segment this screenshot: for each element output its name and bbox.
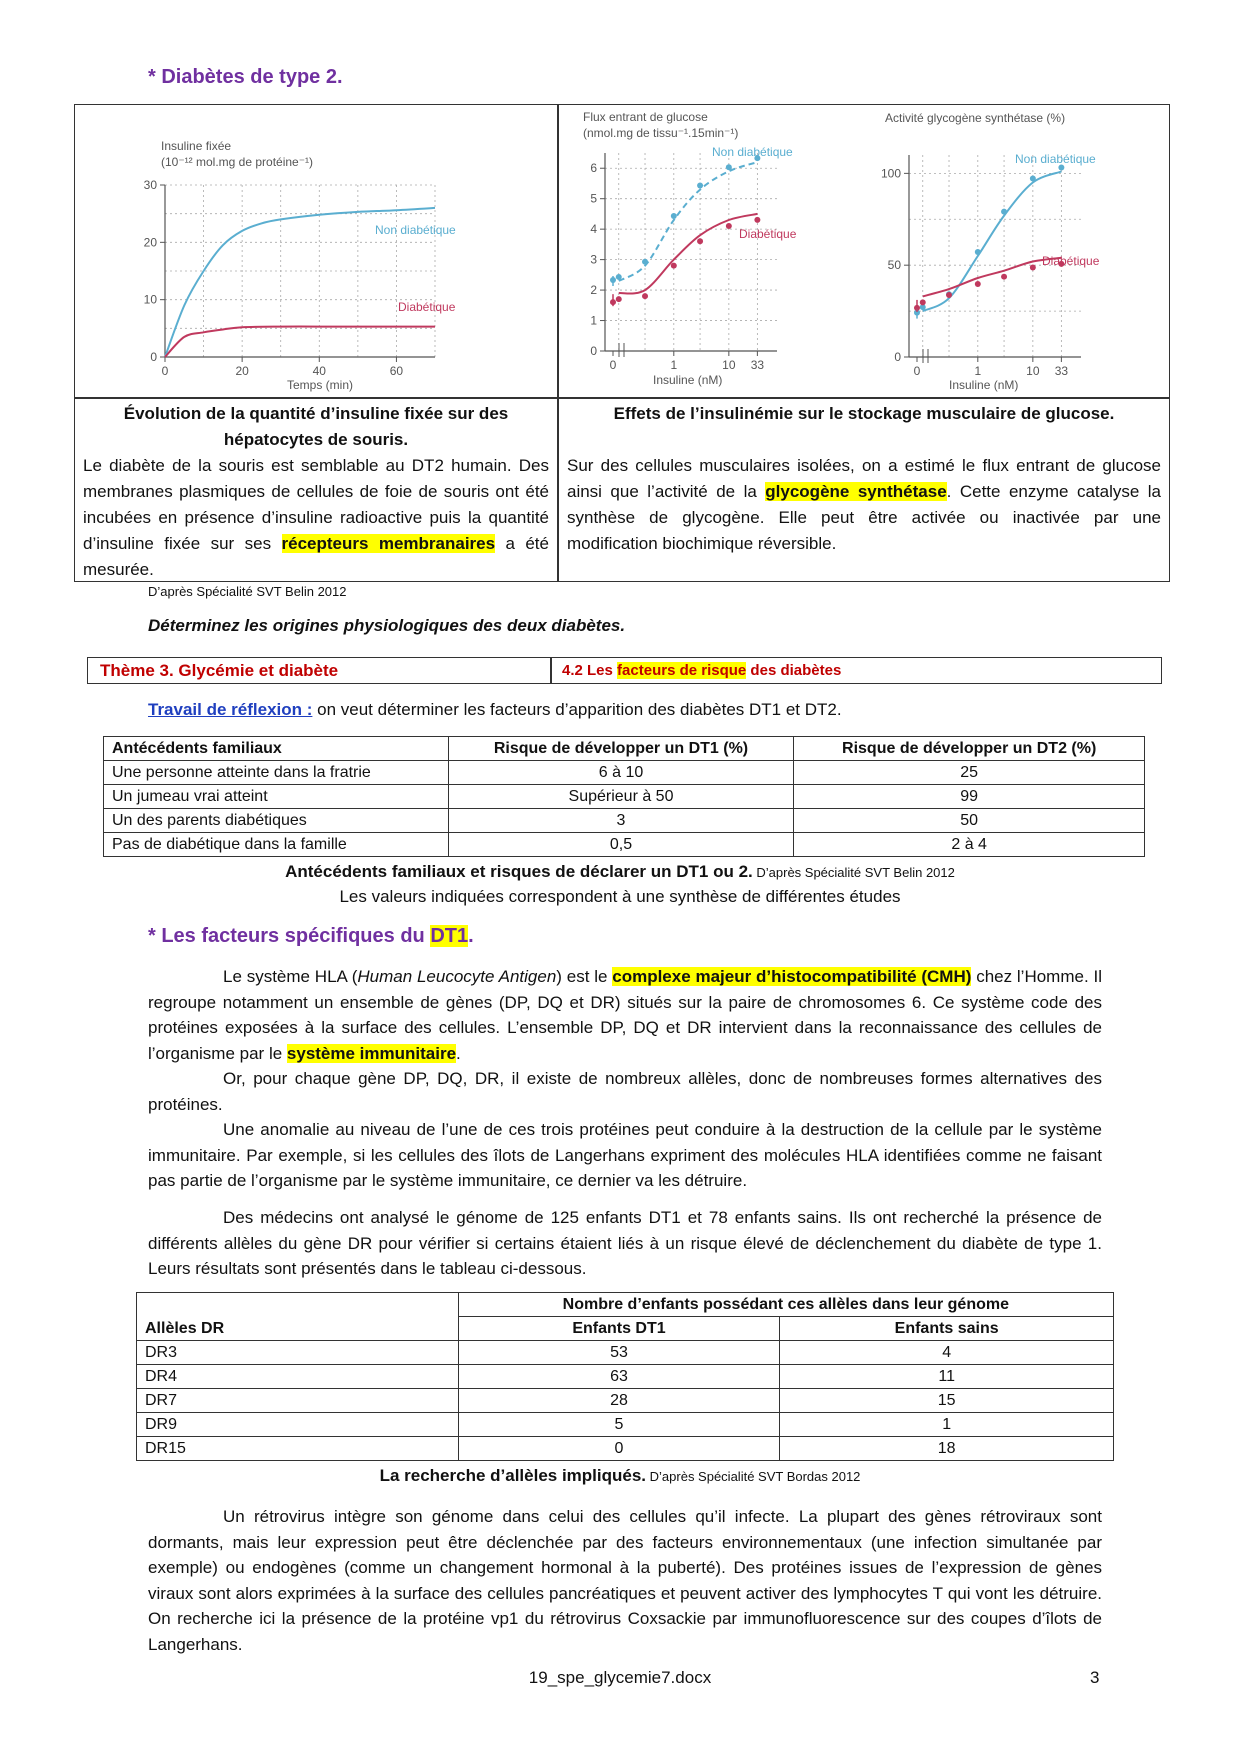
para1-text-4: . — [456, 1043, 461, 1063]
chart-flux-glucose-ytick-label: 2 — [590, 283, 597, 298]
chart2-xlabel: Insuline (nM) — [653, 373, 723, 387]
table1-header-1: Risque de développer un DT1 (%) — [448, 737, 794, 761]
chart1-xtick-label: 0 — [161, 364, 169, 378]
table-cell: DR3 — [137, 1341, 459, 1365]
theme-title: Thème 3. Glycémie et diabète — [100, 661, 339, 680]
caption-left — [83, 401, 549, 583]
table-cell: 63 — [458, 1365, 780, 1389]
chart-flux-glucose-point-non — [726, 164, 732, 170]
chart3-legend-non: Non diabétique — [1015, 152, 1096, 166]
paragraph-hla — [148, 964, 1102, 1066]
paragraph-medecins: Des médecins ont analysé le génome de 125 enfants DT1 et 78 enfants sains. Ils ont recherché la présence de différents allèles du gène DR pour vérifier si certains étaient liés à un risque élevé de déclenchement du diabète de type 1. Leurs résultats sont présentés dans le tableau ci-dessous. — [148, 1208, 1102, 1278]
table1-header-0: Antécédents familiaux — [104, 737, 449, 761]
theme-subtitle-1: 4.2 Les — [562, 662, 618, 679]
chart1-legend-non: Non diabétique — [375, 223, 456, 237]
chart3-series-diabetique — [923, 258, 1062, 297]
chart-flux-glucose-xtick-label: 10 — [722, 358, 736, 372]
table1-header-2: Risque de développer un DT2 (%) — [794, 737, 1145, 761]
chart-glycogene-synthetase-point-non — [975, 249, 981, 255]
paragraph-retrovirus: Un rétrovirus intègre son génome dans celui des cellules qu’il infecte. La plupart des gènes rétroviraux sont dormants, mais leur expression peut être déclenchée par des facteurs environnementaux (une infection simultanée par exemple) ou endogènes (comme un changement hormonal à la puberté). Des protéines issues de l’expression de gènes viraux sont alors exprimées à la surface des cellules pancréatiques et peuvent activer des lymphocytes T qui vont les détruire. On recherche ici la présence de la protéine vp1 du rétrovirus Coxsackie par immunofluorescence sur des coupes d’îlots de Langerhans. — [148, 1507, 1102, 1654]
chart-flux-glucose-xtick-label: 33 — [750, 358, 765, 372]
chart-glycogene-synthetase-xtick-label: 10 — [1026, 364, 1040, 378]
chart-glycogene-synthetase-ytick-label: 100 — [880, 166, 901, 181]
table2-caption — [0, 1466, 1240, 1486]
table-cell: 11 — [780, 1365, 1114, 1389]
theme-box — [87, 657, 1162, 684]
para1-text-2: ) est le — [556, 967, 613, 986]
para1-text-3: chez l’Homme. Il regroupe notamment un ensemble de gènes (DP, DQ et DR) situés sur la paire de chromosomes 6. Ce système code des protéines exposées à la surface des cellules. L’ensemble DP, DQ et DR intervient dans la reconnaissance des cellules de l’organisme par le — [148, 967, 1102, 1063]
chart-glycogene-synthetase-point-dia — [920, 299, 926, 305]
table2-empty-header — [137, 1293, 459, 1317]
table-cell: DR4 — [137, 1365, 459, 1389]
table-row — [104, 833, 1145, 857]
chart3-xlabel: Insuline (nM) — [949, 378, 1019, 392]
chart1-ytick-label: 30 — [143, 178, 157, 192]
chart-flux-glucose-point-non — [697, 183, 703, 189]
chart2-legend-dia: Diabétique — [739, 227, 797, 241]
chart-flux-glucose-point-dia — [616, 296, 622, 302]
table-cell: 50 — [794, 809, 1145, 833]
chart2-ylabel-2: (nmol.mg de tissu⁻¹.15min⁻¹) — [583, 126, 739, 140]
footer-page-number: 3 — [1090, 1668, 1100, 1687]
caption-left-title: Évolution de la quantité d’insuline fixée sur des hépatocytes de souris. — [123, 404, 509, 449]
chart-insuline-fixee — [75, 105, 557, 397]
table-cell: 6 à 10 — [448, 761, 794, 785]
travail-text: on veut déterminer les facteurs d’apparition des diabètes DT1 et DT2. — [312, 700, 842, 719]
chart-glycogene-synthetase — [859, 105, 1167, 397]
table2-caption-source: D’après Spécialité SVT Bordas 2012 — [646, 1469, 861, 1484]
table2-caption-bold: La recherche d’allèles impliqués. — [379, 1466, 647, 1485]
table1-caption — [0, 862, 1240, 882]
chart2-series-non-diabetique — [619, 162, 758, 281]
table2-header-2: Enfants sains — [780, 1317, 1114, 1341]
travail-link[interactable]: Travail de réflexion : — [148, 700, 313, 719]
chart1-ylabel-1: Insuline fixée — [161, 139, 232, 153]
caption-right-text-1: Sur des cellules musculaires isolées, on a estimé le flux entrant de glucose ainsi que l’activité de la — [567, 456, 1161, 501]
figure-box — [74, 104, 1170, 582]
chart1-xtick-label: 20 — [235, 364, 249, 378]
section-title-dt1 — [148, 925, 474, 948]
table-cell: 28 — [458, 1389, 780, 1413]
table-antecedents — [103, 736, 1145, 857]
table-row — [104, 761, 1145, 785]
chart2-grid — [605, 153, 777, 357]
caption-left-text — [83, 453, 549, 583]
table1-header-row — [104, 737, 1145, 761]
chart-flux-glucose-xtick-label: 0 — [609, 358, 617, 372]
table-row — [104, 785, 1145, 809]
chart-flux-glucose-point-dia — [726, 223, 732, 229]
chart-flux-glucose-point-non — [671, 213, 677, 219]
para1-text-1: Le système HLA ( — [223, 967, 358, 986]
chart2-legend-non: Non diabétique — [712, 145, 793, 159]
table-cell: Un des parents diabétiques — [104, 809, 449, 833]
chart-glycogene-synthetase-xtick-label: 0 — [913, 364, 921, 378]
chart-flux-glucose-point-non — [616, 274, 622, 280]
chart-glycogene-synthetase-point-dia — [946, 292, 952, 298]
theme-subtitle-highlight: facteurs de risque — [617, 662, 747, 679]
table-row — [104, 809, 1145, 833]
caption-right-text — [567, 453, 1161, 557]
chart-flux-glucose-ytick-label: 6 — [590, 161, 597, 176]
table2-header-row — [137, 1317, 1114, 1341]
table-cell: 15 — [780, 1389, 1114, 1413]
figure-divider-horizontal — [75, 397, 1169, 399]
table2-header-0: Allèles DR — [137, 1317, 459, 1341]
table-cell: 3 — [448, 809, 794, 833]
chart-flux-glucose-point-dia — [697, 238, 703, 244]
table-cell: DR7 — [137, 1389, 459, 1413]
chart-flux-glucose-xtick-label: 1 — [670, 358, 678, 372]
table1-caption-source: D’après Spécialité SVT Belin 2012 — [752, 865, 955, 880]
table-cell: 1 — [780, 1413, 1114, 1437]
table-cell: 0,5 — [448, 833, 794, 857]
table-cell: 0 — [458, 1437, 780, 1461]
chart1-xlabel: Temps (min) — [287, 378, 354, 392]
section2-title-suffix: . — [468, 925, 474, 947]
table-cell: DR15 — [137, 1437, 459, 1461]
chart1-ylabel-2: (10⁻¹² mol.mg de protéine⁻¹) — [161, 155, 314, 169]
table-cell: 4 — [780, 1341, 1114, 1365]
table1-caption-bold: Antécédents familiaux et risques de déclarer un DT1 ou 2. — [285, 862, 753, 881]
table-cell: 2 à 4 — [794, 833, 1145, 857]
chart-glycogene-synthetase-xtick-label: 1 — [974, 364, 982, 378]
question: Déterminez les origines physiologiques des deux diabètes. — [148, 616, 626, 635]
caption-left-text-2: a été mesurée. — [83, 534, 549, 579]
travail-reflexion — [148, 700, 842, 720]
chart1-ytick-label: 0 — [150, 350, 157, 364]
caption-right-highlight: glycogène synthétase — [765, 482, 947, 501]
chart-flux-glucose-ytick-label: 4 — [590, 222, 597, 237]
table-cell: 18 — [780, 1437, 1114, 1461]
caption-right-text-2: . Cette enzyme catalyse la synthèse de glycogène. Elle peut être activée ou inactivée par une modification biochimique réversible. — [567, 482, 1162, 553]
caption-left-text-1: Le diabète de la souris est semblable au DT2 humain. Des membranes plasmiques de cellules de foie de souris ont été incubées en présence d’insuline radioactive puis la quantité d’insuline fixée sur ses — [83, 456, 549, 553]
table-cell: Pas de diabétique dans la famille — [104, 833, 449, 857]
chart-flux-glucose-point-non — [642, 259, 648, 265]
table1-caption-line2: Les valeurs indiquées correspondent à une synthèse de différentes études — [339, 887, 901, 906]
chart-glycogene-synthetase-xtick-label: 33 — [1054, 364, 1069, 378]
table-cell: 5 — [458, 1413, 780, 1437]
table-cell: 53 — [458, 1341, 780, 1365]
chart3-ylabel: Activité glycogène synthétase (%) — [885, 111, 1066, 125]
table-cell: Supérieur à 50 — [448, 785, 794, 809]
table-alleles-dr — [136, 1292, 1114, 1461]
para1-highlight-cmh: complexe majeur d’histocompatibilité (CMH) — [612, 967, 972, 986]
chart-glycogene-synthetase-ytick-label: 0 — [894, 350, 901, 364]
source-belin: D’après Spécialité SVT Belin 2012 — [148, 584, 347, 599]
paragraph-alleles: Or, pour chaque gène DP, DQ, DR, il existe de nombreux allèles, donc de nombreuses formes alternatives des protéines. — [148, 1069, 1102, 1114]
theme-subtitle — [562, 662, 841, 679]
chart-flux-glucose — [559, 105, 859, 397]
table-cell: Un jumeau vrai atteint — [104, 785, 449, 809]
chart1-series-diabetique — [165, 327, 435, 357]
table-cell: 25 — [794, 761, 1145, 785]
caption-right — [567, 401, 1161, 557]
table-cell: DR9 — [137, 1413, 459, 1437]
section2-title-prefix: * Les facteurs spécifiques du — [148, 925, 431, 947]
chart-flux-glucose-ytick-label: 0 — [590, 344, 597, 358]
chart2-series-diabetique — [619, 214, 758, 294]
chart-glycogene-synthetase-ytick-label: 50 — [887, 258, 901, 273]
section-title-dt2: * Diabètes de type 2. — [148, 66, 343, 88]
chart-glycogene-synthetase-point-non — [1001, 209, 1007, 215]
table-row — [137, 1341, 1114, 1365]
paragraph-anomalie: Une anomalie au niveau de l’une de ces trois protéines peut conduire à la destruction de la cellule par le système immunitaire. Par exemple, si les cellules des îlots de Langerhans expriment des molécules HLA identifiées comme ne faisant pas partie de l’organisme par le système immunitaire, ce dernier va les détruire. — [148, 1120, 1102, 1190]
chart2-ylabel-1: Flux entrant de glucose — [583, 110, 708, 124]
table-row — [137, 1437, 1114, 1461]
table2-header-1: Enfants DT1 — [458, 1317, 780, 1341]
table-cell: 99 — [794, 785, 1145, 809]
table-cell: Une personne atteinte dans la fratrie — [104, 761, 449, 785]
chart-flux-glucose-ytick-label: 3 — [590, 252, 597, 267]
chart-flux-glucose-point-dia — [642, 293, 648, 299]
chart-glycogene-synthetase-point-non — [1030, 176, 1036, 182]
theme-box-divider — [550, 658, 552, 683]
chart-flux-glucose-ytick-label: 1 — [590, 313, 597, 328]
theme-subtitle-2: des diabètes — [746, 662, 842, 679]
chart-flux-glucose-point-dia — [754, 217, 760, 223]
section2-title-highlight: DT1 — [430, 925, 469, 947]
chart-glycogene-synthetase-point-dia — [1030, 265, 1036, 271]
para1-italic: Human Leucocyte Antigen — [357, 967, 557, 986]
caption-left-highlight: récepteurs membranaires — [281, 534, 496, 553]
chart1-xtick-label: 60 — [389, 364, 404, 378]
chart1-ytick-label: 10 — [143, 292, 157, 307]
chart1-ytick-label: 20 — [143, 235, 157, 250]
table2-group-header: Nombre d’enfants possédant ces allèles dans leur génome — [458, 1293, 1113, 1317]
para1-highlight-systeme-immunitaire: système immunitaire — [286, 1043, 457, 1063]
caption-right-title: Effets de l’insulinémie sur le stockage musculaire de glucose. — [613, 404, 1115, 423]
chart1-xtick-label: 40 — [312, 364, 326, 378]
chart1-legend-dia: Diabétique — [398, 300, 456, 314]
chart-flux-glucose-ytick-label: 5 — [590, 191, 597, 206]
chart-glycogene-synthetase-point-dia — [1001, 274, 1007, 280]
table-row — [137, 1413, 1114, 1437]
chart3-legend-dia: Diabétique — [1042, 254, 1100, 268]
footer-filename: 19_spe_glycemie7.docx — [528, 1668, 712, 1687]
table-row — [137, 1365, 1114, 1389]
chart-flux-glucose-point-dia — [671, 263, 677, 269]
table-row — [137, 1389, 1114, 1413]
table2-group-header-row — [137, 1293, 1114, 1317]
chart-glycogene-synthetase-point-dia — [975, 281, 981, 287]
